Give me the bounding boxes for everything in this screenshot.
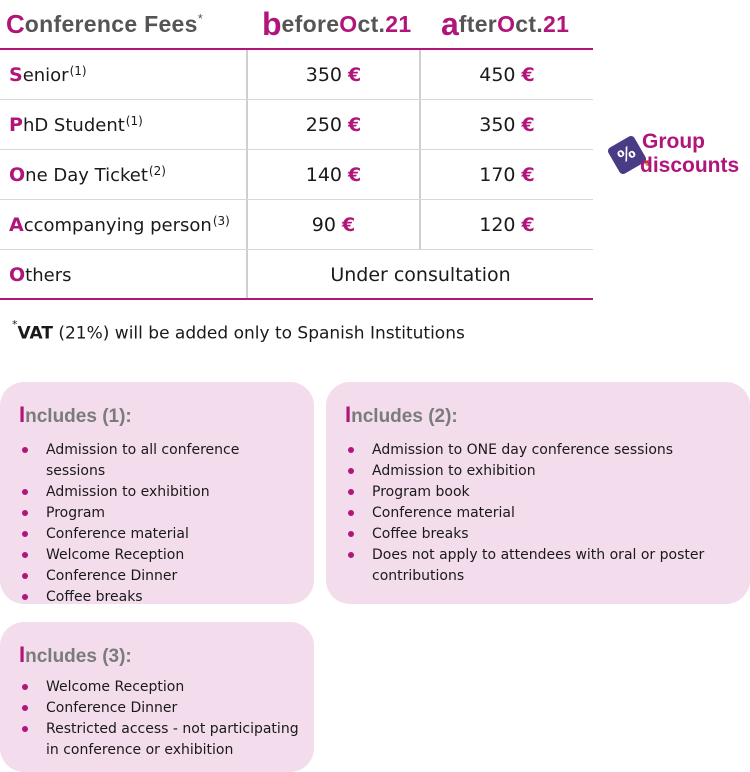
row-label-others: O thers — [9, 264, 72, 286]
bullet-dot — [348, 468, 354, 474]
includes-list — [348, 440, 738, 587]
header-before-oct: b efore O ct. 21 — [262, 5, 412, 42]
list-item: Does not apply to attendees with oral or poster contributions — [348, 545, 738, 587]
header-conference-fees: C onference Fees * — [6, 8, 203, 39]
table-row — [0, 100, 593, 150]
list-item: Conference material — [22, 524, 302, 545]
price-merged: Under consultation — [330, 264, 511, 286]
row-label-phd-student: P hD Student $^{(1)}$ — [9, 114, 143, 136]
price-before: 90 € — [311, 214, 356, 236]
bullet-dot — [348, 510, 354, 516]
list-item: Welcome Reception — [22, 677, 302, 698]
bullet-dot — [22, 552, 28, 558]
includes-card-3 — [0, 622, 314, 772]
row-label-one-day-ticket: O ne Day Ticket $^{(2)}$ — [9, 164, 166, 186]
price-after: 450 € — [479, 64, 535, 86]
list-item: Coffee breaks — [22, 587, 302, 608]
price-after: 120 € — [479, 214, 535, 236]
row-label-senior: S enior $^{(1)}$ — [9, 64, 87, 86]
bullet-dot — [348, 447, 354, 453]
bullet-dot — [22, 531, 28, 537]
bullet-dot — [348, 489, 354, 495]
table-row — [0, 150, 593, 200]
discount-tag-icon: % — [607, 135, 648, 176]
bullet-dot — [22, 573, 28, 579]
card-title: Includes (3): — [19, 642, 132, 667]
price-before: 140 € — [305, 164, 362, 186]
row-label-accompanying-person: A ccompanying person $^{(3)}$ — [9, 214, 230, 236]
list-item: Welcome Reception — [22, 545, 302, 566]
list-item: Admission to all conference sessions — [22, 440, 302, 482]
table-row — [0, 50, 593, 100]
table-header — [0, 0, 593, 48]
table-row — [0, 250, 593, 300]
price-before: 250 € — [305, 114, 362, 136]
bullet-dot — [348, 552, 354, 558]
price-before: 350 € — [305, 64, 362, 86]
bullet-dot — [22, 510, 28, 516]
bullet-dot — [22, 726, 28, 732]
bullet-dot — [348, 531, 354, 537]
includes-list — [22, 677, 302, 761]
price-after: 170 € — [479, 164, 535, 186]
bullet-dot — [22, 447, 28, 453]
card-title: Includes (2): — [345, 402, 458, 427]
table-row — [0, 200, 593, 250]
list-item: Program book — [348, 482, 738, 503]
list-item: Admission to exhibition — [348, 461, 738, 482]
bullet-dot — [22, 489, 28, 495]
bullet-dot — [22, 594, 28, 600]
list-item: Coffee breaks — [348, 524, 738, 545]
includes-list — [22, 440, 302, 608]
card-title: Includes (1): — [19, 402, 132, 427]
group-discounts-label: Group discounts — [640, 130, 740, 177]
bullet-dot — [22, 705, 28, 711]
bullet-dot — [22, 684, 28, 690]
header-after-oct: a fter O ct. 21 — [441, 5, 570, 42]
includes-card-2 — [326, 382, 750, 604]
list-item: Admission to ONE day conference sessions — [348, 440, 738, 461]
group-discounts-badge[interactable] — [612, 130, 750, 180]
vat-note: *VAT (21%) will be added only to Spanish Institutions — [12, 318, 465, 344]
list-item: Restricted access - not participating in conference or exhibition — [22, 719, 302, 761]
list-item: Conference material — [348, 503, 738, 524]
price-after: 350 € — [479, 114, 535, 136]
includes-card-1 — [0, 382, 314, 604]
list-item: Program — [22, 503, 302, 524]
list-item: Conference Dinner — [22, 698, 302, 719]
table-bottom-divider — [0, 298, 593, 300]
list-item: Admission to exhibition — [22, 482, 302, 503]
list-item: Conference Dinner — [22, 566, 302, 587]
